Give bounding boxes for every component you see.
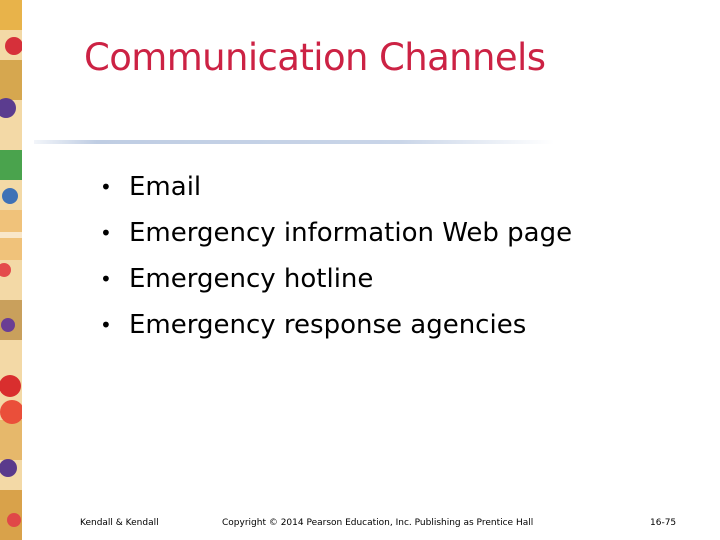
bullet-dot: • xyxy=(100,267,112,291)
title-divider xyxy=(34,140,554,144)
list-item xyxy=(100,302,572,348)
footer-slide-number: 16-75 xyxy=(650,518,677,528)
bullet-text: Emergency information Web page xyxy=(129,218,573,248)
list-item xyxy=(100,164,572,210)
bullet-text: Email xyxy=(129,172,202,202)
list-item xyxy=(100,210,572,256)
bullet-list xyxy=(100,164,572,348)
bullet-dot: • xyxy=(100,221,112,245)
bullet-text: Emergency hotline xyxy=(129,264,374,294)
footer-copyright: Copyright © 2014 Pearson Education, Inc. Publishing as Prentice Hall xyxy=(222,518,534,528)
footer-authors: Kendall & Kendall xyxy=(80,518,159,528)
decorative-left-border xyxy=(0,0,22,540)
list-item xyxy=(100,256,572,302)
slide-title: Communication Channels xyxy=(84,36,546,79)
bullet-text: Emergency response agencies xyxy=(129,310,527,340)
bullet-dot: • xyxy=(100,313,112,337)
decorative-border-graphic xyxy=(0,0,22,540)
bullet-dot: • xyxy=(100,175,112,199)
